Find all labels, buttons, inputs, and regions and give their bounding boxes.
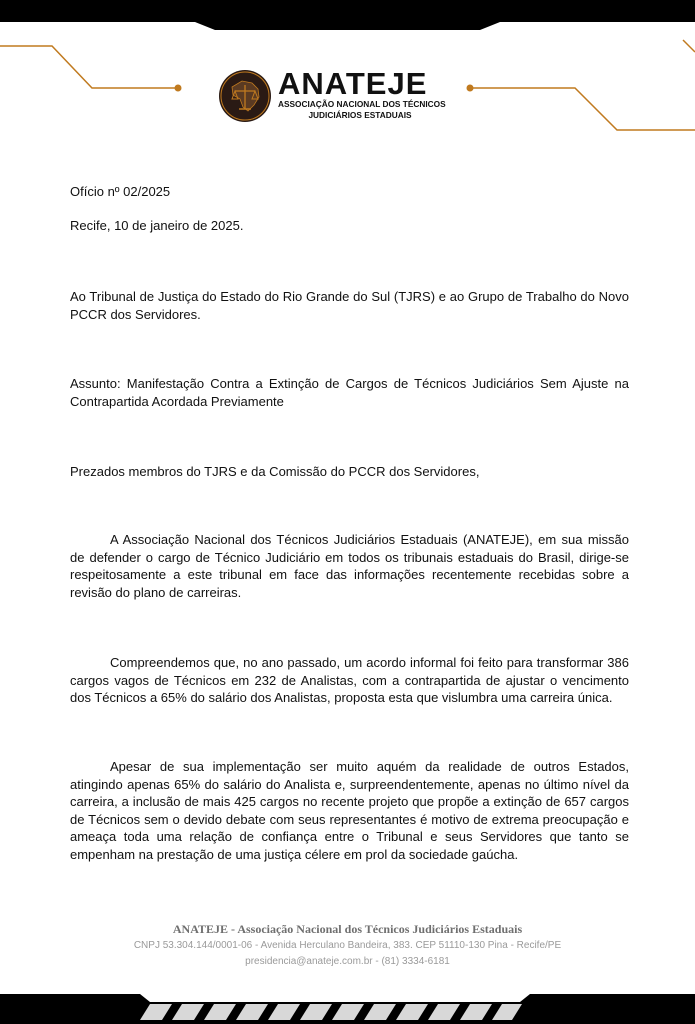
letter-place-date: Recife, 10 de janeiro de 2025.: [70, 218, 244, 233]
footer-contact: presidencia@anateje.com.br - (81) 3334-6181: [245, 956, 450, 967]
footer-title: ANATEJE - Associação Nacional dos Técnicos Judiciários Estaduais: [172, 922, 523, 936]
footer-address: CNPJ 53.304.144/0001-06 - Avenida Herculano Bandeira, 383. CEP 51110-130 Pina - Recife/PE: [133, 940, 562, 951]
brazil-scales-emblem-icon: [218, 69, 272, 123]
letter-addressee: Ao Tribunal de Justiça do Estado do Rio Grande do Sul (TJRS) e ao Grupo de Trabalho do Novo PCCR dos Servidores.: [70, 289, 629, 322]
letter-paragraph-2: Compreendemos que, no ano passado, um acordo informal foi feito para transformar 386 cargos vagos de Técnicos em 232 de Analistas, com a contrapartida de ajustar o vencimento dos Técnicos a 65% do salário dos Analistas, proposta esta que vislumbra uma carreira única.: [70, 655, 629, 705]
logo-subtitle-line-1: ASSOCIAÇÃO NACIONAL DOS TÉCNICOS: [278, 99, 446, 109]
letter-paragraph-1: A Associação Nacional dos Técnicos Judiciários Estaduais (ANATEJE), em sua missão de defender o cargo de Técnico Judiciário em todos os tribunais estaduais do Brasil, dirige-se respeitosamente a este tribunal em face das informações recentemente recebidas sobre a revisão do plano de carreiras.: [70, 532, 629, 600]
logo-subtitle: [278, 99, 446, 121]
logo-subtitle-line-2: JUDICIÁRIOS ESTADUAIS: [308, 110, 412, 120]
letter-paragraph-3: Apesar de sua implementação ser muito aquém da realidade de outros Estados, atingindo apenas 65% do salário do Analista e, surpreendentemente, apenas no último nível da carreira, a inclusão de mais 425 cargos no recente projeto que propõe a extinção de 657 cargos de Técnicos sem o devido debate com seus representantes é motivo de extrema preocupação e ameaça toda uma relação de confiança entre o Tribunal e seus Servidores que tanto se empenham na prestação de uma justiça célere em prol da sociedade gaúcha.: [70, 759, 629, 862]
logo-wordmark: ANATEJE: [278, 66, 428, 101]
letter-subject: Assunto: Manifestação Contra a Extinção de Cargos de Técnicos Judiciários Sem Ajuste na Contrapartida Acordada Previamente: [70, 376, 629, 409]
letter-reference: Ofício nº 02/2025: [70, 184, 171, 199]
footer-bottom-bar: [0, 994, 695, 1024]
letter-salutation: Prezados membros do TJRS e da Comissão do PCCR dos Servidores,: [70, 464, 480, 479]
